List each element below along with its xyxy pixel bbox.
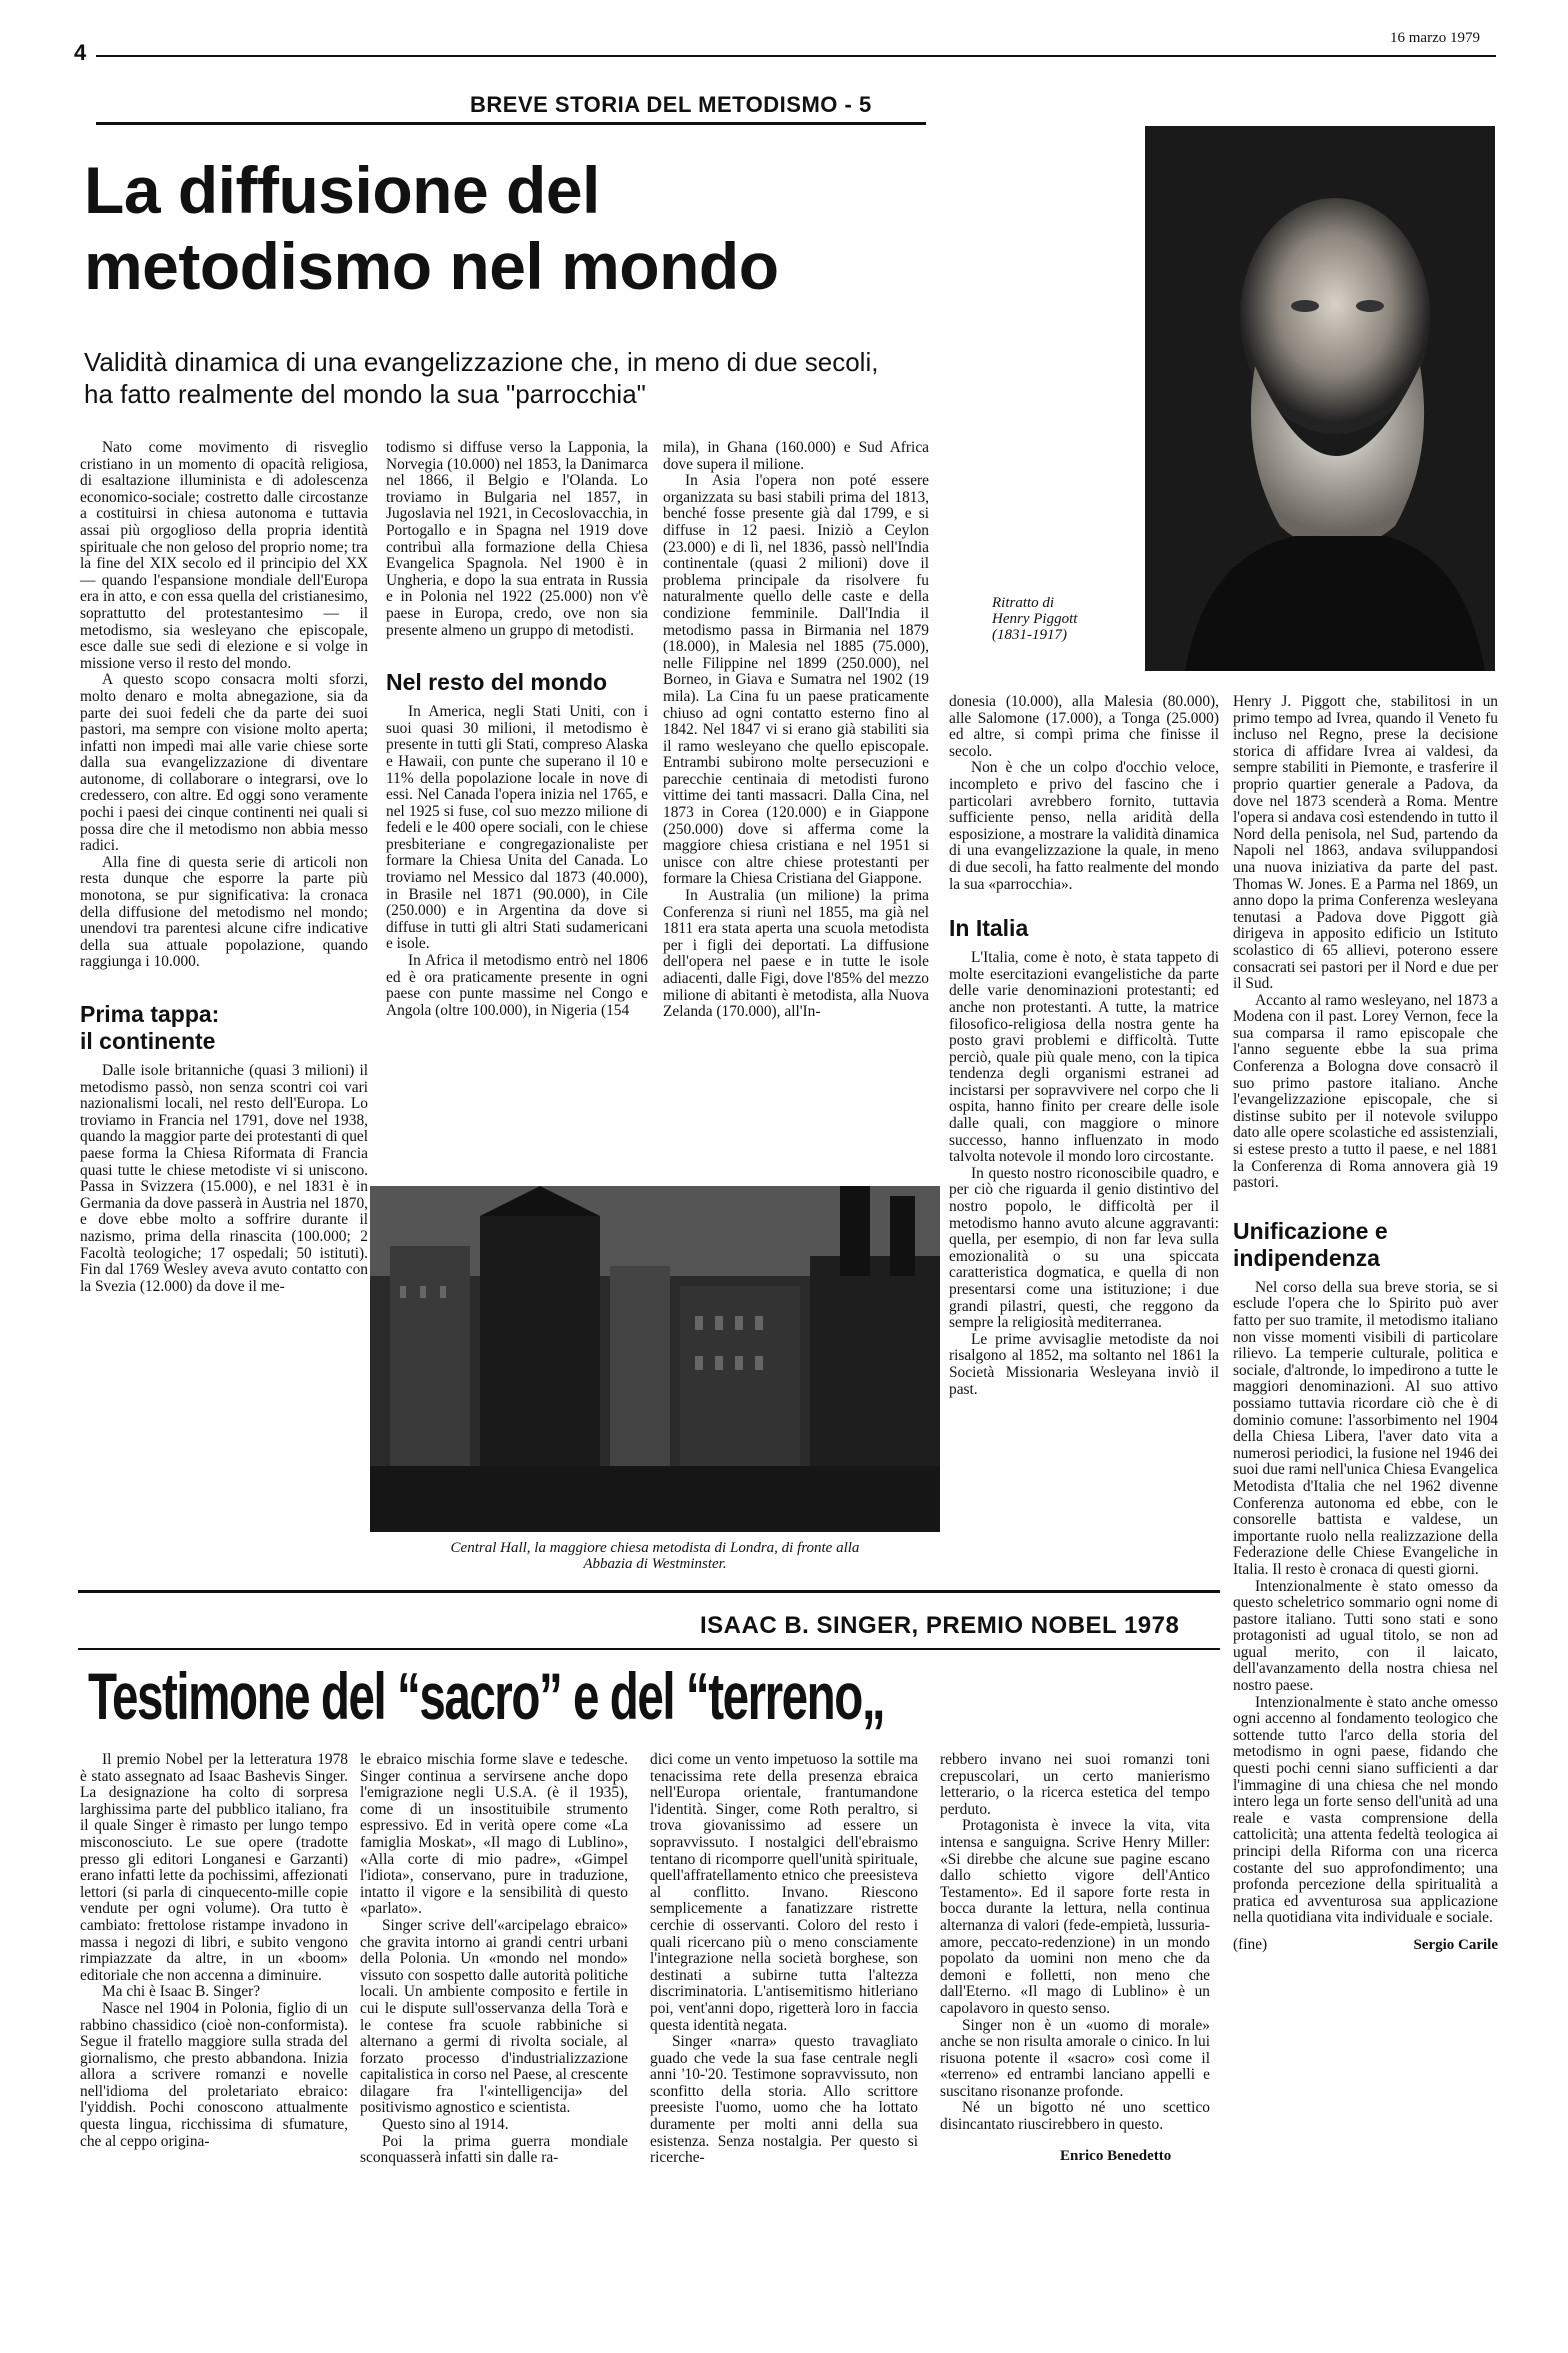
col1b-paragraphs	[80, 1063, 368, 1295]
paragraph: In Africa il metodismo entrò nel 1806 ed è ora praticamente presente in ogni paese con punte massime nel Congo e Angola (oltre 100.000), in Nigeria (154	[386, 952, 648, 1019]
portrait-image	[1145, 126, 1495, 671]
paragraph: mila), in Ghana (160.000) e Sud Africa dove supera il milione.	[663, 439, 929, 473]
paragraph: Singer «narra» questo travagliato guado che vede la sua fase centrale negli anni '10-'20. Testimone sopravvissuto, non sconfitto della storia. Allo scrittore preesiste l'uomo, uomo che ha lottato duramente per molti anni della sua esistenza. Senza nostalgia. Per questo si ricerche-	[650, 2033, 918, 2167]
subhead-line: indipendenza	[1233, 1244, 1380, 1271]
paragraph: In questo nostro riconoscibile quadro, e per ciò che riguarda il genio distintivo del nostro popolo, le difficoltà per il metodismo hanno avuto alcune aggravanti: quella, per esempio, di non far leva sulla emozionalità o su una spiccata caratteristica dogmatica, e quella di non presentarsi come una istituzione; i due grandi pilastri, questi, che reggono da sempre la religiosità mediterranea.	[949, 1164, 1219, 1332]
article1-column-2	[386, 440, 648, 1019]
paragraph: Né un bigotto né uno scettico disincantato riuscirebbero in questo.	[940, 2099, 1210, 2134]
subhead-prima-tappa	[80, 1001, 368, 1055]
paragraph: donesia (10.000), alla Malesia (80.000), alle Salomone (17.000), a Tonga (25.000) ed altre, si compì prima che finisse il secolo.	[949, 693, 1219, 760]
paragraph: A questo scopo consacra molti sforzi, molto denaro e molta abnegazione, sia da parte dei suoi fedeli che da parte dei suoi pastori, ma sempre con visione molto aperta; infatti non impedì mai alle varie chiese sorte dalla sua evangelizzazione di diventare autonome, di collaborare o integrarsi, ove lo credessero, con altre. Ed oggi sono veramente pochi i paesi dei cinque continenti nei quali si possa dire che il metodismo non abbia messo radici.	[80, 671, 368, 855]
paragraph: Dalle isole britanniche (quasi 3 milioni) il metodismo passò, non senza scontri coi vari nazionalismi locali, nel resto dell'Europa. Lo troviamo in Francia nel 1791, dove nel 1938, quando la maggior parte dei protestanti di quel paese forma la Chiesa Riformata di Francia quasi tutte le chiese metodiste vi si uniscono. Passa in Svizzera (15.000), e nel 1831 è in Germania da dove passerà in Austria nel 1870, e dove ebbe molto a soffrire durante il nazismo, prima della rinascita (100.000; 2 Facoltà teologiche; 17 ospedali; 50 istituti). Fin dal 1769 Wesley aveva avuto contatto con la Svezia (12.000) da dove il me-	[80, 1062, 368, 1295]
paragraph: rebbero invano nei suoi romanzi toni crepuscolari, un certo manierismo letterario, o la ricerca estetica del tempo perduto.	[940, 1751, 1210, 1818]
city-photo-image	[370, 1186, 940, 1532]
article1-column-3	[663, 440, 929, 1021]
signature-row	[1233, 1937, 1498, 1954]
paragraph: In Australia (un milione) la prima Conferenza si riunì nel 1855, ma già nel 1811 era stata aperta una scuola metodista per i figli dei deportati. La diffusione dell'opera nel paese e in tutte le isole adiacenti, dalle Figi, dove l'85% del mezzo milione di abitanti è metodista, alla Nuova Zelanda (170.000), all'In-	[663, 887, 929, 1021]
paragraph: Poi la prima guerra mondiale sconquasserà infatti sin dalle ra-	[360, 2132, 628, 2167]
article2-column-2	[360, 1752, 628, 2167]
subhead-nel-resto-del-mondo: Nel resto del mondo	[386, 669, 608, 696]
header-rule	[96, 55, 1496, 57]
photo-caption-line-1: Central Hall, la maggiore chiesa metodista di Londra, di fronte alla	[450, 1540, 860, 1556]
paragraph: Singer non è un «uomo di morale» anche se non risulta amorale o cinico. In lui risuona potente il «sacro» così come il «terreno» ed entrambi lanciano appelli e suscitano risonanze profonde.	[940, 2016, 1210, 2100]
article1-column-1	[80, 440, 368, 1295]
paragraph: Nel corso della sua breve storia, se si esclude l'opera che lo Spirito può aver fatto per suo tramite, il metodismo italiano non visse momenti visibili di particolare rilievo. La temperie culturale, politica e sociale, d'altronde, lo impedirono a tutte le maggiori denominazioni. Al suo attivo possiamo tuttavia ricordare ciò che è di dominio comune: l'assorbimento nel 1904 della Chiesa Libera, l'aver dato vita a numerosi periodici, la fusione nel 1946 dei suoi due rami nell'unica Chiesa Evangelica Metodista d'Italia che nel 1962 divenne Conferenza autonoma ed ebbe, con le consorelle battista e valdese, un importante ruolo nella realizzazione della Federazione delle Chiese Evangeliche in Italia. Il resto è cronaca di questi giorni.	[1233, 1278, 1498, 1578]
article2-column-4	[940, 1752, 1210, 2164]
issue-date: 16 marzo 1979	[1390, 30, 1480, 46]
paragraph: Singer scrive dell'«arcipelago ebraico» che gravita intorno ai grandi centri urbani della Polonia. Un «mondo nel mondo» vissuto con sospetto dalle autorità politiche locali. Un ambiente composito e fertile in cui le dispute sull'osservanza della Torà e le contese fra scuole rabbiniche si alternano a germi di rivolta sociale, al forzato processo d'industrializzazione capitalistica in corso nel Paese, al crescente dilagare fra l'«intelligencija» del positivismo agnostico e scientista.	[360, 1916, 628, 2117]
central-hall-photo	[370, 1186, 940, 1532]
subhead-line: Prima tappa:	[80, 1001, 220, 1027]
paragraph: Accanto al ramo wesleyano, nel 1873 a Modena con il past. Lorey Vernon, fece la sua comparsa il ramo episcopale che l'anno seguente ebbe la sua prima Conferenza a Bologna dove consacrò il suo primo pastore italiano. Anche l'evangelizzazione episcopale, che si distinse subito per il notevole sviluppo dato alle opere scolastiche ed assistenziali, si estese presto a tutto il paese, e nel 1881 la Conferenza di Roma annovera già 19 pastori.	[1233, 991, 1498, 1192]
article-deck	[84, 346, 964, 410]
article2-column-3	[650, 1752, 918, 2167]
col1-paragraphs	[80, 440, 368, 971]
paragraph: L'Italia, come è noto, è stata tappeto di molte esercitazioni evangelistiche da parte delle varie denominazioni protestanti; ed anche non protestanti. A tutte, la matrice filosofico-religiosa della nostra gente ha posto gravi problemi e difficoltà. Tutte perciò, quale più quale meno, con la tipica tendenza degli organismi estranei ad incistarsi per sopravvivere nel corpo che li ospita, hanno finito per creare delle isole dalle quali, con maggiore o minore successo, hanno influenzato in modo talvolta notevole il mondo loro circostante.	[949, 949, 1219, 1166]
portrait-caption-line-3: (1831-1917)	[992, 627, 1067, 643]
paragraph: le ebraico mischia forme slave e tedesche. Singer continua a servirsene anche dopo l'emigrazione negli U.S.A. (è il 1935), come di un insostituibile strumento espressivo. Ed in verità opere come «La famiglia Moskat», «Il mago di Lublino», «Alla corte di mio padre», «Gimpel l'idiota», conservano, pure in traduzione, intatto il vigore e la sensibilità di questo «parlato».	[360, 1751, 628, 1918]
photo-caption	[370, 1540, 940, 1572]
portrait-caption-line-1: Ritratto di	[992, 595, 1055, 611]
series-kicker: BREVE STORIA DEL METODISMO - 5	[470, 92, 872, 117]
paragraph: dici come un vento impetuoso la sottile ma tenacissima rete della presenza ebraica nell'Europa orientale, frantumandone l'identità. Singer, come Roth peraltro, si trova giovanissimo ad essere un sopravvissuto. I nostalgici dell'ebraismo tentano di ricomporre quell'unità spirituale, quell'affratellamento etnico che preesisteva al conflitto. Invano. Riescono semplicemente a fanatizzare ristrette cerchie di osservanti. Coloro del resto i quali ricercano più o meno consciamente l'integrazione nella società borghese, son destinati a subirne tutta l'altezza discriminatoria. L'antisemitismo hitleriano poi, vent'anni dopo, rigetterà loro in faccia questa identità negata.	[650, 1751, 918, 2034]
paragraph: Non è che un colpo d'occhio veloce, incompleto e privo del fascino che i particolari avrebbero fornito, tuttavia sufficiente penso, nella aridità della esposizione, a mostrare la validità dinamica di una evangelizzazione la quale, in meno di due secoli, ha fatto realmente del mondo la sua «parrocchia».	[949, 759, 1219, 893]
paragraph: In Asia l'opera non poté essere organizzata su basi stabili prima del 1813, benché fosse presente già dal 1799, e si diffuse in 12 paesi. Iniziò a Ceylon (23.000) e di lì, nel 1836, passò nell'India continentale (quasi 2 milioni) dove il problema principale da risolvere fu naturalmente quello delle caste e della condizione femminile. Dall'India il metodismo passa in Birmania nel 1879 (18.000), in Malesia nel 1885 (75.000), nelle Filippine nel 1899 (250.000), nel Borneo, in Giava e Sumatra nel 1902 (19 mila). La Cina fu un paese praticamente chiuso ad ogni contatto esterno fino al 1842. Nel 1847 vi si erano già stabiliti sia il ramo wesleyano che quello episcopale. Entrambi subirono molte persecuzioni e parecchie centinaia di metodisti furono vittime dei tanti massacri. Dalla Cina, nel 1873 in Corea (120.000) e in Giappone (250.000) dove si afferma come la maggiore chiesa cristiana e nel 1951 si unisce con altre chiese protestanti per formare la Chiesa Cristiana del Giappone.	[663, 472, 929, 888]
subhead-line: Unificazione e	[1233, 1217, 1388, 1244]
photo-caption-line-2: Abbazia di Westminster.	[583, 1556, 727, 1572]
portrait-caption	[992, 595, 1142, 643]
paragraph: Intenzionalmente è stato omesso da questo scheletrico sommario ogni nome di pastore italiano. Tutti sono stati e sono protagonisti ad ugual titolo, se non ad ugual merito, con il laicato, dell'avanzamento della nostra chiesa nel nostro paese.	[1233, 1577, 1498, 1695]
end-marker: (fine)	[1233, 1935, 1268, 1953]
article2-kicker: ISAAC B. SINGER, PREMIO NOBEL 1978	[700, 1612, 1180, 1639]
article1-column-5	[1233, 694, 1498, 1954]
portrait-caption-line-2: Henry Piggott	[992, 611, 1078, 627]
article2-kicker-rule	[78, 1648, 1220, 1650]
page-number: 4	[74, 40, 87, 65]
subhead-line: il continente	[80, 1028, 216, 1054]
paragraph: Le prime avvisaglie metodiste da noi risalgono al 1852, ma soltanto nel 1861 la Società Missionaria Wesleyana inviò il past.	[949, 1330, 1219, 1398]
paragraph: todismo si diffuse verso la Lapponia, la Norvegia (10.000) nel 1853, la Danimarca nel 1866, il Belgio e l'Olanda. Lo troviamo in Bulgaria nel 1857, in Jugoslavia nel 1921, in Cecoslovacchia, in Portogallo e in Spagna nel 1919 dove contribuì alla formazione della Chiesa Evangelica Spagnola. Nel 1900 è in Ungheria, e dopo la sua entrata in Russia e in Polonia nel 1922 (25.000) non v'è paese in Europa, credo, ove non sia presente almeno un gruppo di metodisti.	[386, 439, 649, 639]
deck-line-1: Validità dinamica di una evangelizzazione che, in meno di due secoli,	[84, 347, 879, 377]
kicker-rule	[96, 122, 926, 125]
portrait-henry-piggott	[1145, 126, 1495, 671]
subhead-unificazione	[1233, 1218, 1498, 1272]
subhead-in-italia: In Italia	[949, 915, 1029, 942]
paragraph: Alla fine di questa serie di articoli non resta dunque che esporre la parte più monotona, se pur significativa: la cronaca della diffusione del metodismo nel mondo; unendovi tra parentesi alcune cifre indicative della sua attuale popolazione, quando raggiunga i 10.000.	[80, 853, 368, 971]
article2-headline: Testimone del “sacro” e del “terreno„	[88, 1659, 885, 1733]
paragraph: Questo sino al 1914.	[382, 2116, 509, 2134]
article2-author-signature: Enrico Benedetto	[1060, 2147, 1172, 2164]
paragraph: In America, negli Stati Uniti, con i suoi quasi 30 milioni, il metodismo è presente in tutti gli Stati, compreso Alaska e Hawaii, con punte che superano il 10 e 11% della popolazione locale in nove di essi. Nel Canada l'opera inizia nel 1765, e nel 1925 si fuse, col suo mezzo milione di fedeli e le 400 opere sociali, con le chiese presbiteriane e congregazionaliste per formare la Chiesa Unita del Canada. Lo troviamo nel Messico dal 1873 (40.000), in Brasile nel 1871 (90.000), in Cile (250.000) e in Argentina da dove si diffuse in tutti gli altri Stati sudamericani e isole.	[386, 703, 648, 953]
paragraph: Protagonista è invece la vita, vita intensa e sanguigna. Scrive Henry Miller: «Si direbbe che alcune sue pagine escano dallo schietto vigore dell'Antico Testamento». Ed il sapore forte resta in bocca durante la lettura, nella continua alternanza di valori (fede-empietà, lussuria-amore, peccato-redenzione) in un mondo popolato da uomini non meno che da demoni e folletti, non meno che dall'Eterno. «Il mago di Lublino» è un capolavoro in questo senso.	[940, 1817, 1210, 2017]
paragraph: Henry J. Piggott che, stabilitosi in un primo tempo ad Ivrea, quando il Veneto fu incluso nel Regno, prese la decisione storica di affidare Ivrea ai valdesi, da sempre stabiliti in Piemonte, e trasferire il proprio quartier generale a Padova, da dove nel 1873 scenderà a Roma. Mentre l'opera si andava così estendendo in tutto il Nord della penisola, nel Sud, partendo da Napoli nel 1863, andava sviluppandosi una nuova iniziativa da parte del past. Thomas W. Jones. E a Parma nel 1869, un anno dopo la prima Conferenza wesleyana tenutasi a Padova dove Piggott già dirigeva in apposito edificio un Istituto scolastico di 65 allievi, poterono essere consacrati sei pastori per il Nord e due per il Sud.	[1233, 693, 1498, 993]
paragraph: Ma chi è Isaac B. Singer?	[102, 1983, 261, 2001]
paragraph: Intenzionalmente è stato anche omesso ogni accenno al fondamento teologico che sottende tutto l'arco della storia del metodismo in ogni paese, fidando che questi pochi cenni siano sufficienti a dar l'immagine di una chiesa che nel mondo intero lega un forte senso dell'unità ad una reale e vasta comprensione della cattolicità; una attenta fedeltà teologica ai principi della Riforma con una ricerca costante del suo approfondimento; una profonda percezione della spiritualità a pratica ed avventurosa sua applicazione nella quotidiana vita individuale e sociale.	[1233, 1693, 1498, 1927]
article-headline	[84, 152, 984, 304]
headline-line-1: La diffusione del	[84, 153, 600, 227]
article2-top-rule	[78, 1590, 1220, 1593]
paragraph: Il premio Nobel per la letteratura 1978 è stato assegnato ad Isaac Bashevis Singer. La designazione ha colto di sorpresa larghissima parte del pubblico italiano, fra il quale Singer è rimasto per lungo tempo misconosciuto. Le sue opere (tradotte presso gli editori Longanesi e Garzanti) erano infatti lette da pochissimi, affezionati lettori (si parla di cinquecento-mille copie vendute per ogni volume). Ora tutto è cambiato: frettolose ristampe invadono in massa i negozi di libri, e subito vengono rimpiazzate da altre, in un «boom» editoriale che non accenna a diminuire.	[80, 1751, 348, 1984]
article2-column-1	[80, 1752, 348, 2150]
paragraph: Nato come movimento di risveglio cristiano in un momento di opacità religiosa, di esaltazione illuminista e di adolescenza economico-sociale; costretto dalle circostanze a costituirsi in chiesa autonoma e tuttavia assai più orgoglioso della propria identità spirituale che non geloso del proprio nome; tra la fine del XIX secolo ed il principio del XX — quando l'espansione mondiale dell'Europa era in atto, e con essa quella del cristianesimo, soprattutto del protestantesimo — il metodismo, sia wesleyano che episcopale, esce dalle sue sedi di elezione e si volge in missione verso il resto del mondo.	[80, 439, 368, 672]
author-signature: Sergio Carile	[1413, 1936, 1498, 1953]
headline-line-2: metodismo nel mondo	[84, 229, 779, 303]
article1-column-4	[949, 694, 1219, 1398]
deck-line-2: ha fatto realmente del mondo la sua "parrocchia"	[84, 379, 646, 409]
paragraph: Nasce nel 1904 in Polonia, figlio di un rabbino chassidico (cioè non-conformista). Segue il fratello maggiore sulla strada del giornalismo, che presto abbandona. Inizia allora a scrivere romanzi e novelle nell'idioma del proletariato ebraico: l'yiddish. Pochi conoscono attualmente questa lingua, ricchissima di sfumature, che al ceppo origina-	[80, 1999, 348, 2150]
